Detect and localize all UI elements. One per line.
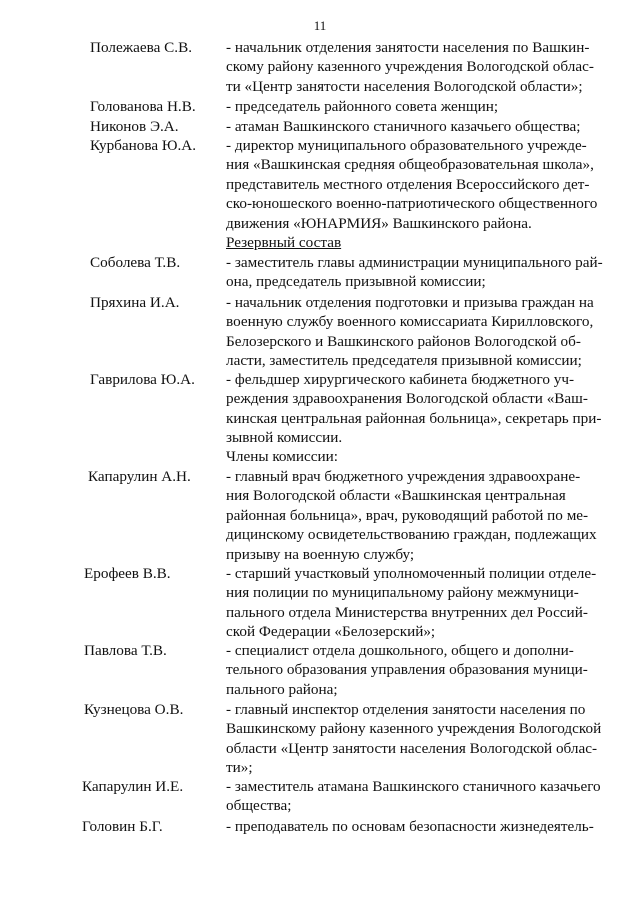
member-role xyxy=(226,564,606,642)
role-line: кинская центральная районная больница», секретарь при- xyxy=(226,409,602,427)
role-line: общества; xyxy=(226,797,292,815)
member-role xyxy=(226,817,606,836)
member-role xyxy=(226,253,606,292)
member-role xyxy=(226,293,606,371)
member-name: Ерофеев В.В. xyxy=(84,565,171,582)
member-role xyxy=(226,38,606,96)
role-line: пального района; xyxy=(226,680,338,698)
role-line: - председатель районного совета женщин; xyxy=(226,98,499,115)
role-line: скому району казенного учреждения Вологодской облас- xyxy=(226,58,594,76)
role-line: - преподаватель по основам безопасности жизнедеятель- xyxy=(226,818,594,835)
member-name: Капарулин И.Е. xyxy=(82,778,184,795)
member-name: Головин Б.Г. xyxy=(82,818,163,835)
page-number: 11 xyxy=(313,18,327,33)
role-line: - старший участковый уполномоченный полиции отделе- xyxy=(226,565,597,582)
role-line: тельного образования управления образования муници- xyxy=(226,661,588,679)
role-line: Вашкинскому району казенного учреждения Вологодской xyxy=(226,720,602,738)
role-line: реждения здравоохранения Вологодской области «Ваш- xyxy=(226,390,588,408)
role-line: Белозерского и Вашкинского районов Вологодской об- xyxy=(226,332,581,350)
role-line: ния «Вашкинская средняя общеобразовательная школа», xyxy=(226,156,594,174)
member-name: Полежаева С.В. xyxy=(90,39,193,56)
role-line: пального отдела Министерства внутренних дел Россий- xyxy=(226,603,588,621)
member-name: Курбанова Ю.А. xyxy=(90,137,197,154)
role-line: - фельдшер хирургического кабинета бюджетного уч- xyxy=(226,371,575,388)
role-line: зывной комиссии. xyxy=(226,429,343,447)
section-heading-members: Члены комиссии: xyxy=(226,448,338,465)
member-role xyxy=(226,136,606,233)
role-line: военную службу военного комиссариата Кирилловского, xyxy=(226,313,594,331)
role-line: - специалист отдела дошкольного, общего и дополни- xyxy=(226,642,574,659)
member-role xyxy=(226,641,606,699)
role-line: ти «Центр занятости населения Вологодской области»; xyxy=(226,77,583,95)
role-line: - начальник отделения подготовки и призыва граждан на xyxy=(226,294,594,311)
role-line: - заместитель главы администрации муниципального рай- xyxy=(226,254,603,271)
role-line: ния Вологодской области «Вашкинская центральная xyxy=(226,487,566,505)
section-heading-reserve: Резервный состав xyxy=(226,234,342,251)
member-name: Пряхина И.А. xyxy=(90,294,180,311)
role-line: ния полиции по муниципальному району межмуници- xyxy=(226,584,579,602)
member-name: Павлова Т.В. xyxy=(84,642,167,659)
role-line: области «Центр занятости населения Вологодской облас- xyxy=(226,739,598,757)
role-line: - директор муниципального образовательного учрежде- xyxy=(226,137,587,154)
role-line: ско-юношеского военно-патриотического общественного xyxy=(226,195,598,213)
role-line: районная больница», врач, руководящий работой по ме- xyxy=(226,506,589,524)
role-line: - атаман Вашкинского станичного казачьего общества; xyxy=(226,118,581,135)
role-line: - начальник отделения занятости населения по Вашкин- xyxy=(226,39,590,56)
role-line: ласти, заместитель председателя призывной комиссии; xyxy=(226,352,582,370)
role-line: призыву на военную службу; xyxy=(226,545,415,563)
role-line: ти»; xyxy=(226,759,253,777)
role-line: движения «ЮНАРМИЯ» Вашкинского района. xyxy=(226,214,532,232)
role-line: дицинскому освидетельствованию граждан, подлежащих xyxy=(226,526,597,544)
member-role xyxy=(226,117,606,136)
role-line: она, председатель призывной комиссии; xyxy=(226,273,486,291)
role-line: - заместитель атамана Вашкинского станичного казачьего xyxy=(226,778,601,795)
role-line: - главный врач бюджетного учреждения здравоохране- xyxy=(226,468,581,485)
member-name: Гаврилова Ю.А. xyxy=(90,371,195,388)
member-name: Соболева Т.В. xyxy=(90,254,181,271)
member-name: Кузнецова О.В. xyxy=(84,701,184,718)
member-role xyxy=(226,467,606,564)
role-line: - главный инспектор отделения занятости населения по xyxy=(226,701,586,718)
member-role xyxy=(226,370,606,448)
member-name: Капарулин А.Н. xyxy=(88,468,191,485)
member-role xyxy=(226,700,606,778)
role-line: представитель местного отделения Всероссийского дет- xyxy=(226,175,590,193)
member-name: Никонов Э.А. xyxy=(90,118,179,135)
member-role xyxy=(226,97,606,116)
member-role xyxy=(226,777,606,816)
member-name: Голованова Н.В. xyxy=(90,98,196,115)
role-line: ской Федерации «Белозерский»; xyxy=(226,623,436,641)
